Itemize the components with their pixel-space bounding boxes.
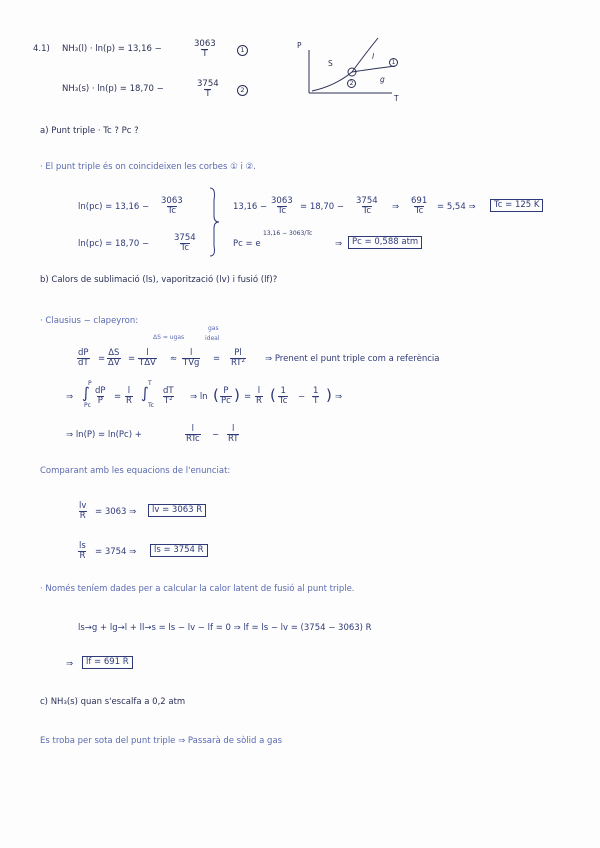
ln-paren-open: (	[213, 386, 219, 404]
ln-eq: =	[244, 392, 252, 402]
eq1-den: T	[202, 48, 208, 59]
sys2-num: 3754	[174, 233, 196, 243]
sys1-num: 3063	[161, 196, 183, 206]
int-dp-p	[94, 387, 107, 406]
cc-dt: dT	[78, 357, 89, 368]
eq1-num: 3063	[194, 39, 216, 49]
l3-num1: l	[191, 424, 195, 434]
int-t2: T²	[163, 395, 173, 406]
eq-b-den: Tc	[362, 205, 372, 216]
int-r: R	[126, 395, 132, 406]
one-tc: Tc	[279, 395, 288, 406]
cc-tvg: TVg	[183, 357, 200, 368]
int-pp: P	[97, 395, 103, 406]
part-c-title: c) NH₃(s) quan s'escalfa a 0,2 atm	[40, 697, 186, 707]
eq1-lhs: NH₃(l) · ln(p) = 13,16 −	[62, 44, 162, 54]
eq-c-fraction	[410, 197, 428, 216]
ls-result-box: ls = 3754 R	[150, 544, 208, 557]
lv-eq: = 3063 ⇒	[95, 507, 137, 517]
eq-b-num: 3754	[356, 196, 378, 206]
l3-num2: l	[232, 424, 235, 434]
cc-pl: Pl	[234, 348, 242, 358]
sys1-den: Tc	[167, 205, 177, 216]
one-1: 1	[280, 386, 286, 396]
cc-rt2: RT²	[231, 357, 245, 368]
cc-ds: ΔS	[108, 348, 120, 358]
diagram-liquid-label: l	[372, 52, 375, 61]
integral-upper-p: P	[88, 380, 92, 387]
diagram-t-label: T	[394, 94, 399, 103]
sys2-den: Tc	[180, 242, 190, 253]
eq-c-den: Tc	[414, 205, 424, 216]
tc-result-box: Tc = 125 K	[490, 199, 543, 212]
part-a-title: a) Punt triple · Tc ? Pc ?	[40, 126, 139, 136]
ls-num: ls	[79, 541, 86, 551]
cc-eq3: ≈	[170, 354, 178, 364]
pc-exponent: 13,16 − 3063/Tc	[263, 230, 313, 237]
note-ideal: ideal	[205, 335, 220, 342]
sys1-lhs: ln(pc) = 13,16 −	[78, 202, 150, 212]
int-dp: dP	[95, 386, 106, 396]
compare-note: Comparant amb les equacions de l'enunciat:	[40, 466, 231, 476]
integral-arrow: ⇒	[66, 392, 74, 402]
cc-dsdv	[107, 349, 121, 368]
cc-plrt2	[230, 349, 246, 368]
l3-den1: RTc	[186, 433, 200, 444]
part-c-answer: Es troba per sota del punt triple ⇒ Passarà de sòlid a gas	[40, 736, 283, 746]
eq-a-fraction	[270, 197, 294, 216]
part-a-intro: · El punt triple és on coincideixen les corbes ① i ②.	[40, 162, 256, 172]
cc-eq1: =	[98, 354, 106, 364]
ln-paren-close: )	[234, 386, 240, 404]
cc-eq4: =	[213, 354, 221, 364]
cc-ltvg	[182, 349, 200, 368]
cc-ltdv	[138, 349, 157, 368]
eq2-lhs: NH₃(s) · ln(p) = 18,70 −	[62, 84, 164, 94]
reference-note: ⇒ Prenent el punt triple com a referència	[265, 354, 440, 364]
ls-den: R	[79, 550, 86, 561]
paren-close: )	[326, 386, 332, 404]
pc-arrow: ⇒	[335, 239, 343, 249]
cc-l1: l	[146, 348, 149, 358]
one-2: 1	[313, 386, 319, 396]
int-l: l	[127, 386, 131, 396]
integral-upper-t: T	[148, 380, 152, 387]
ln-p-pc	[220, 387, 232, 406]
ln-expr: ⇒ ln	[190, 392, 208, 402]
part-b-title: b) Calors de sublimació (ls), vaporització (lv) i fusió (lf)?	[40, 275, 278, 285]
l-over-rtc	[185, 425, 201, 444]
ln-p-line: ⇒ ln(P) = ln(Pc) +	[66, 430, 142, 440]
eq2-tag: 2	[237, 85, 248, 96]
lf-result-box: lf = 691 R	[82, 656, 133, 669]
ls-eq: = 3754 ⇒	[95, 547, 137, 557]
lv-num: lv	[79, 501, 87, 511]
ln-l-r	[255, 387, 263, 406]
pc-lhs: Pc = e	[233, 239, 261, 249]
l3-minus: −	[212, 430, 220, 440]
note-ds: ΔS = ugas	[153, 334, 185, 341]
l-over-rt	[227, 425, 239, 444]
integral-sign-1: ∫	[82, 384, 90, 402]
cc-tdv: TΔV	[139, 357, 156, 368]
ln-den: Pc	[221, 395, 231, 406]
int-l-r	[125, 387, 133, 406]
one-t: T	[313, 395, 319, 406]
int-eq1: =	[114, 392, 122, 402]
eq-a-num: 3063	[271, 196, 293, 206]
problem-number: 4.1)	[33, 44, 50, 54]
diagram-p-label: P	[297, 41, 302, 50]
eq-b-fraction	[355, 197, 379, 216]
cc-dv: ΔV	[108, 357, 120, 368]
cc-l2: l	[190, 348, 193, 358]
fusion-note: · Només teníem dades per a calcular la calor latent de fusió al punt triple.	[40, 584, 355, 594]
pc-result-box: Pc = 0,588 atm	[348, 236, 422, 249]
lv-den: R	[79, 510, 86, 521]
eq-a: 13,16 −	[233, 202, 268, 212]
ln-r: R	[256, 395, 262, 406]
eq-c-num: 691	[411, 196, 428, 206]
lv-over-r	[78, 502, 87, 521]
int-dt-t2	[162, 387, 175, 406]
fusion-equation: ls→g + lg→l + ll→s = ls − lv − lf = 0 ⇒ lf = ls − lv = (3754 − 3063) R	[78, 623, 372, 633]
one-over-t	[312, 387, 319, 406]
cc-dpdt	[77, 349, 90, 368]
diagram-curve1-tag: 1	[389, 58, 398, 67]
ls-over-r	[78, 542, 87, 561]
ln-l: l	[257, 386, 261, 396]
eq2-den: T	[205, 88, 211, 99]
eq2-num: 3754	[197, 79, 219, 89]
eq1-tag: 1	[237, 45, 248, 56]
int-final-arrow: ⇒	[335, 392, 343, 402]
cc-dp: dP	[78, 348, 89, 358]
sys2-lhs: ln(pc) = 18,70 −	[78, 239, 150, 249]
int-dt: dT	[163, 386, 174, 396]
note-gas: gas	[208, 325, 219, 332]
diagram-gas-label: g	[380, 75, 385, 84]
minus-sign: −	[298, 392, 306, 402]
ln-num: P	[223, 386, 229, 396]
one-over-tc	[278, 387, 288, 406]
integral-sign-2: ∫	[141, 384, 149, 402]
diagram-curve2-tag: 2	[347, 79, 356, 88]
eq-d: = 5,54 ⇒	[437, 202, 476, 212]
eq-b: = 18,70 −	[300, 202, 344, 212]
lv-result-box: lv = 3063 R	[148, 504, 206, 517]
integral-lower-tc: Tc	[148, 402, 154, 409]
paren-open: (	[270, 386, 276, 404]
diagram-solid-label: S	[328, 59, 333, 68]
eq-c: ⇒	[392, 202, 400, 212]
eq-a-den: Tc	[277, 205, 287, 216]
clausius-clapeyron-label: · Clausius − clapeyron:	[40, 316, 139, 326]
cc-eq2: =	[128, 354, 136, 364]
integral-lower-pc: Pc	[84, 402, 91, 409]
lf-arrow: ⇒	[66, 659, 74, 669]
l3-den2: RT	[228, 433, 239, 444]
